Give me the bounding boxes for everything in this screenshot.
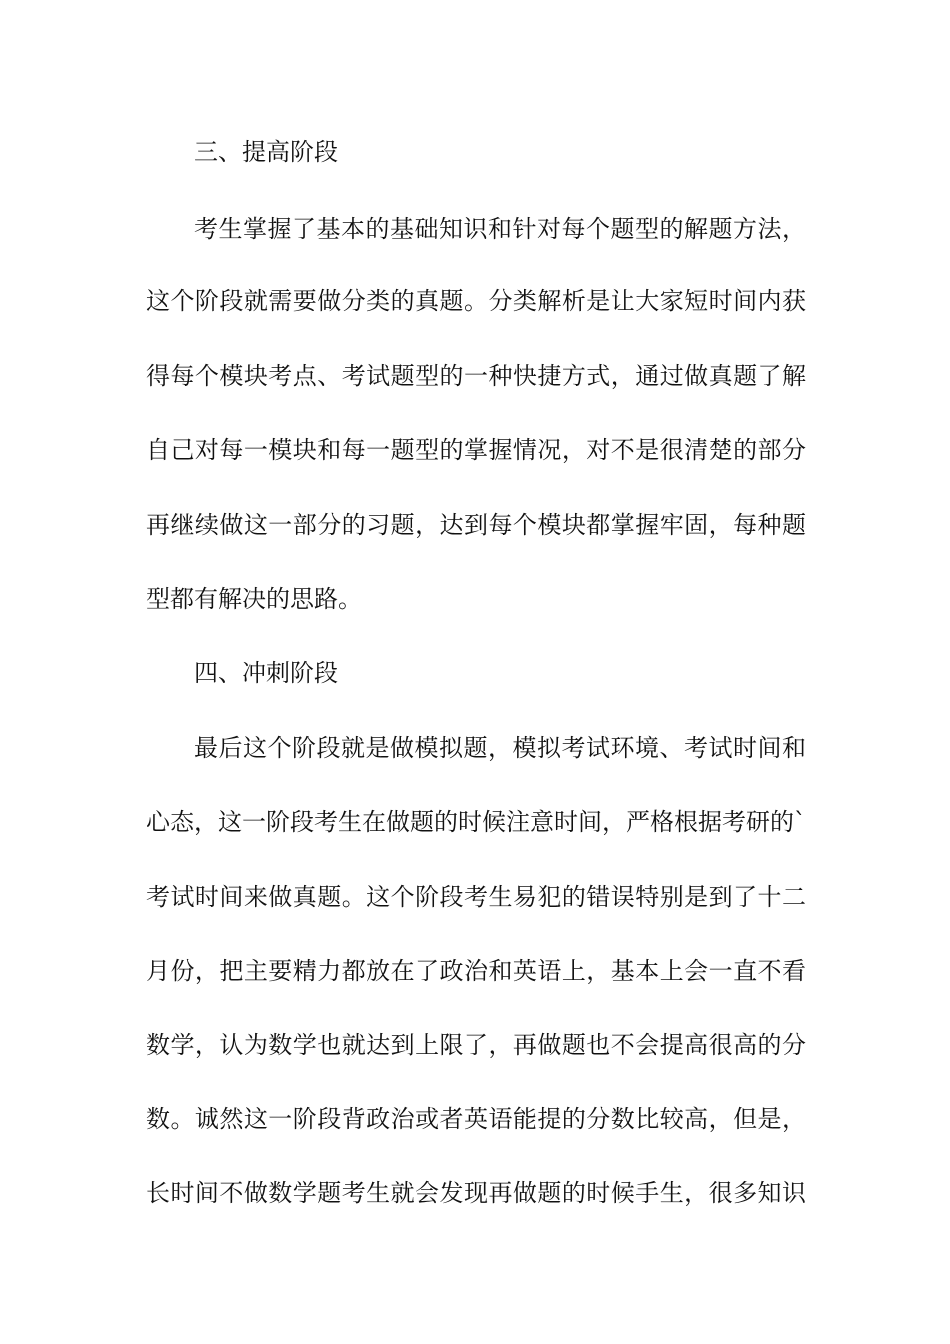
paragraph-line: 长时间不做数学题考生就会发现再做题的时候手生，很多知识 [146, 1179, 806, 1207]
paragraph-line: 型都有解决的思路。 [146, 585, 362, 613]
paragraph-line: 考试时间来做真题。这个阶段考生易犯的错误特别是到了十二 [146, 883, 806, 911]
section-heading-4: 四、冲刺阶段 [194, 659, 338, 687]
paragraph-line: 自己对每一模块和每一题型的掌握情况，对不是很清楚的部分 [146, 436, 806, 464]
paragraph-line: 最后这个阶段就是做模拟题，模拟考试环境、考试时间和 [194, 734, 806, 762]
paragraph-line: 数。诚然这一阶段背政治或者英语能提的分数比较高，但是， [146, 1105, 806, 1133]
section-heading-3: 三、提高阶段 [194, 138, 338, 166]
paragraph-line: 心态，这一阶段考生在做题的时候注意时间，严格根据考研的` [146, 808, 806, 836]
paragraph-line: 得每个模块考点、考试题型的一种快捷方式，通过做真题了解 [146, 362, 806, 390]
paragraph-line: 数学，认为数学也就达到上限了，再做题也不会提高很高的分 [146, 1031, 806, 1059]
paragraph-line: 再继续做这一部分的习题，达到每个模块都掌握牢固，每种题 [146, 511, 806, 539]
paragraph-line: 考生掌握了基本的基础知识和针对每个题型的解题方法， [194, 215, 806, 243]
paragraph-line: 月份，把主要精力都放在了政治和英语上，基本上会一直不看 [146, 957, 806, 985]
paragraph-line: 这个阶段就需要做分类的真题。分类解析是让大家短时间内获 [146, 287, 806, 315]
